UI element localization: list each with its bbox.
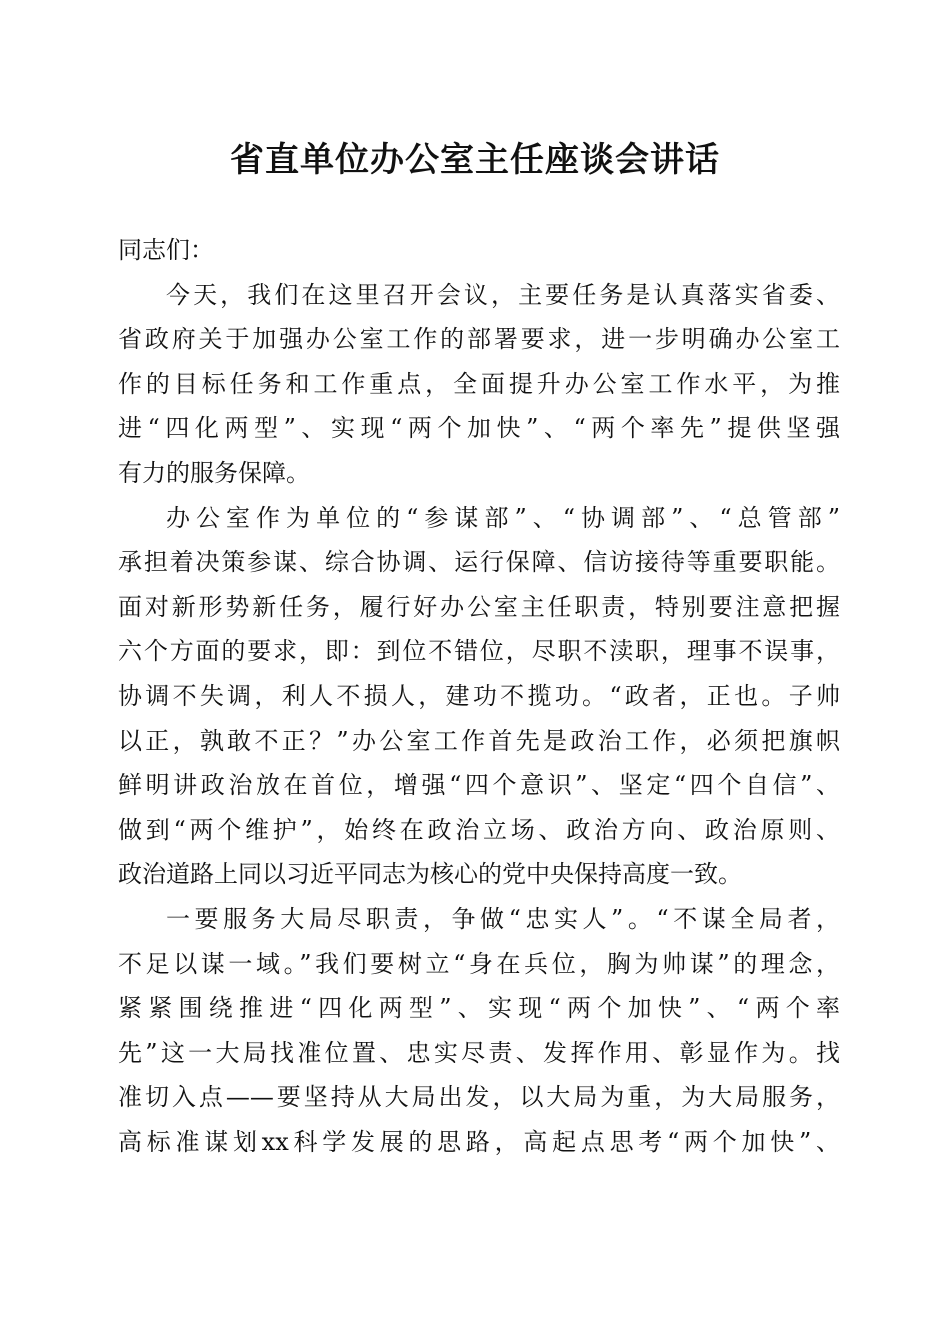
text-line: 面对新形势新任务，履行好办公室主任职责，特别要注意把握: [118, 592, 840, 621]
text-line: 省政府关于加强办公室工作的部署要求，进一步明确办公室工: [118, 325, 840, 354]
text-line: 先”这一大局找准位置、忠实尽责、发挥作用、彰显作为。找: [118, 1038, 840, 1067]
text-line: 一要服务大局尽职责，争做“忠实人”。“不谋全局者，: [166, 904, 840, 933]
text-line: 进“四化两型”、实现“两个加快”、“两个率先”提供坚强: [118, 414, 840, 443]
text-line: 准切入点——要坚持从大局出发，以大局为重，为大局服务，: [118, 1083, 840, 1112]
text-line: 办公室作为单位的“参谋部”、“协调部”、“总管部”: [166, 503, 840, 532]
text-line: 以正，孰敢不正？”办公室工作首先是政治工作，必须把旗帜: [118, 726, 840, 755]
text-line: 有力的服务保障。: [118, 458, 310, 487]
text-line: 做到“两个维护”，始终在政治立场、政治方向、政治原则、: [118, 815, 840, 844]
text-line: 鲜明讲政治放在首位，增强“四个意识”、坚定“四个自信”、: [118, 771, 840, 800]
text-line: 不足以谋一域。”我们要树立“身在兵位，胸为帅谋”的理念，: [118, 949, 840, 978]
text-line: 今天，我们在这里召开会议，主要任务是认真落实省委、: [166, 280, 840, 309]
text-line: 政治道路上同以习近平同志为核心的党中央保持高度一致。: [118, 860, 742, 889]
text-line: 紧紧围绕推进“四化两型”、实现“两个加快”、“两个率: [118, 994, 840, 1023]
text-line: 作的目标任务和工作重点，全面提升办公室工作水平，为推: [118, 369, 840, 398]
text-line: 协调不失调，利人不损人，建功不揽功。“政者，正也。子帅: [118, 681, 840, 710]
text-line: 六个方面的要求，即：到位不错位，尽职不渎职，理事不误事，: [118, 637, 840, 666]
document-body: [118, 228, 840, 1164]
document-title: 省直单位办公室主任座谈会讲话: [230, 140, 720, 180]
text-line: 承担着决策参谋、综合协调、运行保障、信访接待等重要职能。: [118, 548, 840, 577]
text-line: 同志们：: [118, 236, 214, 264]
text-line: 高标准谋划xx科学发展的思路，高起点思考“两个加快”、: [118, 1127, 840, 1156]
